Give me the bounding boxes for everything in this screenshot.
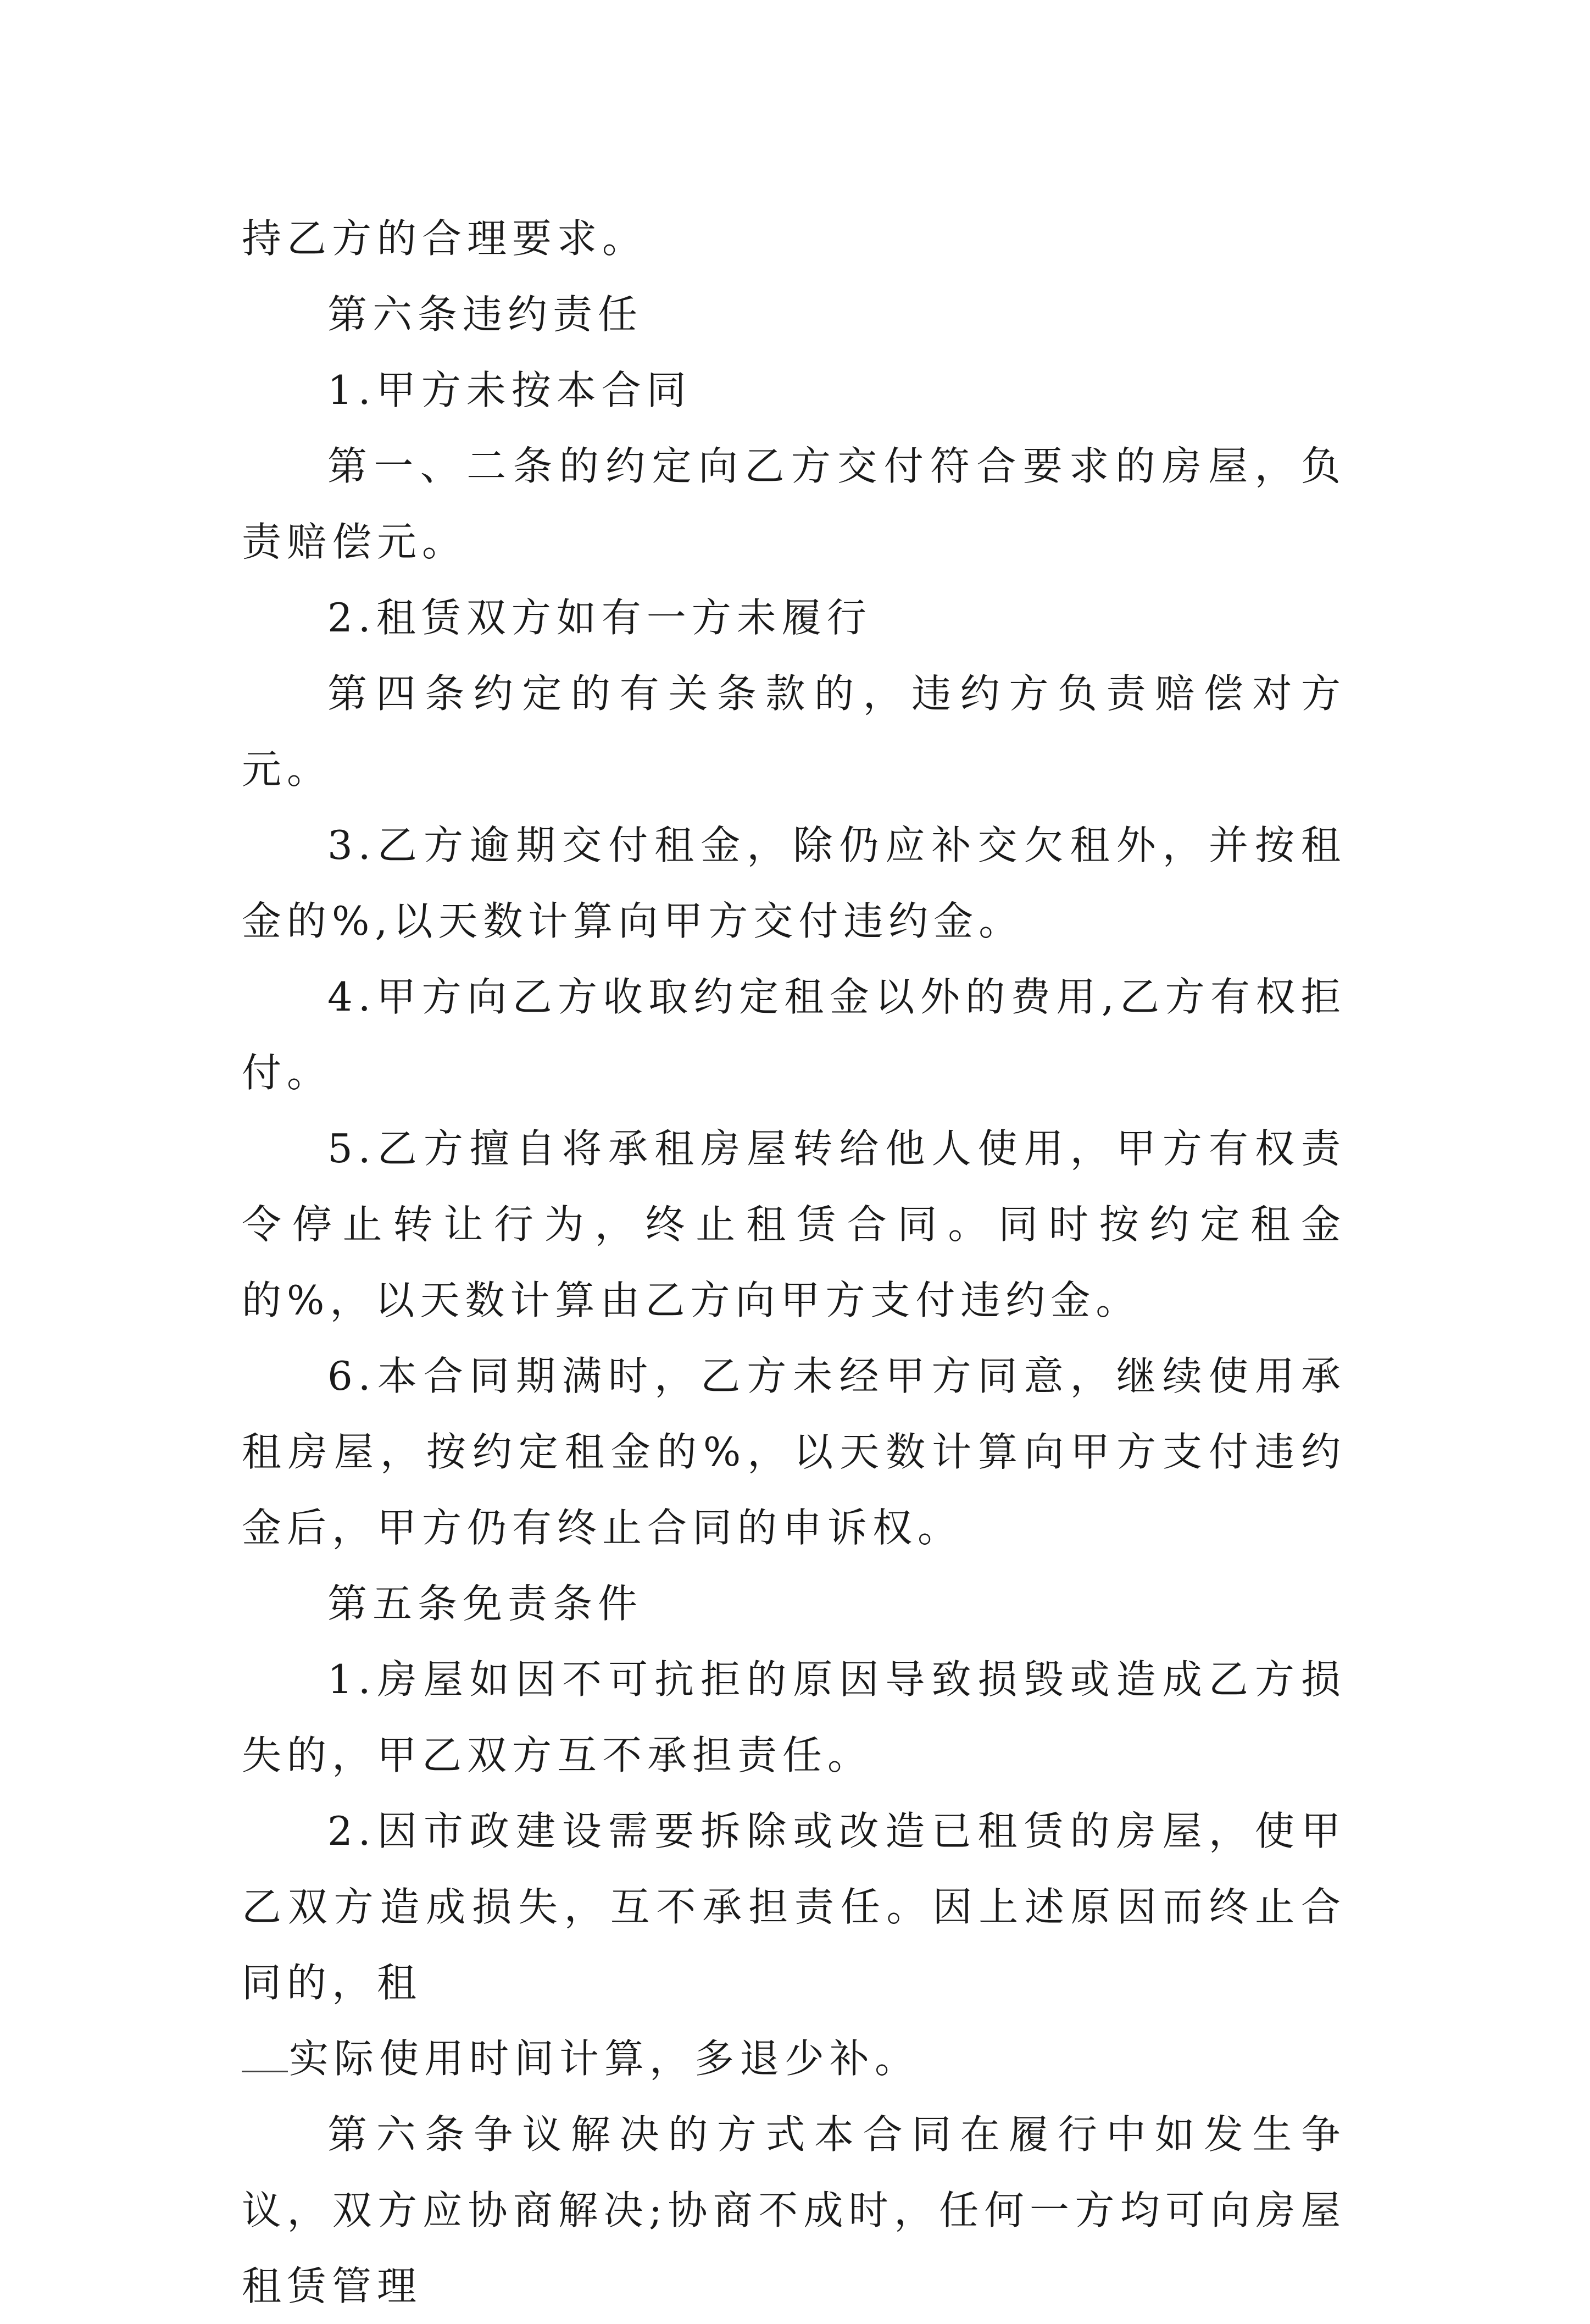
clause-1-text: 第一、二条的约定向乙方交付符合要求的房屋，负责赔偿元。: [242, 443, 1346, 565]
clause-1-heading: 1.甲方未按本合同: [327, 367, 692, 413]
clause-4-text: 4.甲方向乙方收取约定租金以外的费用,乙方有权拒付。: [242, 974, 1346, 1096]
section-heading-breach-liability: 第六条违约责任: [327, 291, 643, 337]
document-body: [242, 201, 1346, 2324]
clause-3-text: 3.乙方逾期交付租金，除仍应补交欠租外，并按租金的%,以天数计算向甲方交付违约金。: [242, 822, 1346, 944]
exemption-clause-2-continuation: [242, 2021, 1346, 2096]
clause-5-text: 5.乙方擅自将承租房屋转给他人使用，甲方有权责令停止转让行为，终止租赁合同。同时按约定租金的%，以天数计算由乙方向甲方支付违约金。: [242, 1125, 1346, 1323]
clause-2-heading: 2.租赁双方如有一方未履行: [327, 595, 872, 641]
clause-2-text: 第四条约定的有关条款的，违约方负责赔偿对方元。: [242, 670, 1346, 792]
section-heading-exemption: 第五条免责条件: [327, 1580, 643, 1627]
fill-in-blank: [242, 2039, 288, 2072]
exemption-clause-2-tail: 实际使用时间计算，多退少补。: [289, 2035, 920, 2082]
clause-6-text: 6.本合同期满时，乙方未经甲方同意，继续使用承租房屋，按约定租金的%，以天数计算向甲方支付违约金后，甲方仍有终止合同的申诉权。: [242, 1353, 1346, 1551]
paragraph-continuation: 持乙方的合理要求。: [242, 215, 648, 262]
section-heading-dispute-resolution: 第六条争议解决的方式本合同在履行中如发生争议，双方应协商解决;协商不成时，任何一方均可向房屋租赁管理: [242, 2111, 1346, 2309]
exemption-clause-2: 2.因市政建设需要拆除或改造已租赁的房屋，使甲乙双方造成损失，互不承担责任。因上述原因而终止合同的，租: [242, 1808, 1346, 2006]
exemption-clause-1: 1.房屋如因不可抗拒的原因导致损毁或造成乙方损失的，甲乙双方互不承担责任。: [242, 1656, 1346, 1778]
